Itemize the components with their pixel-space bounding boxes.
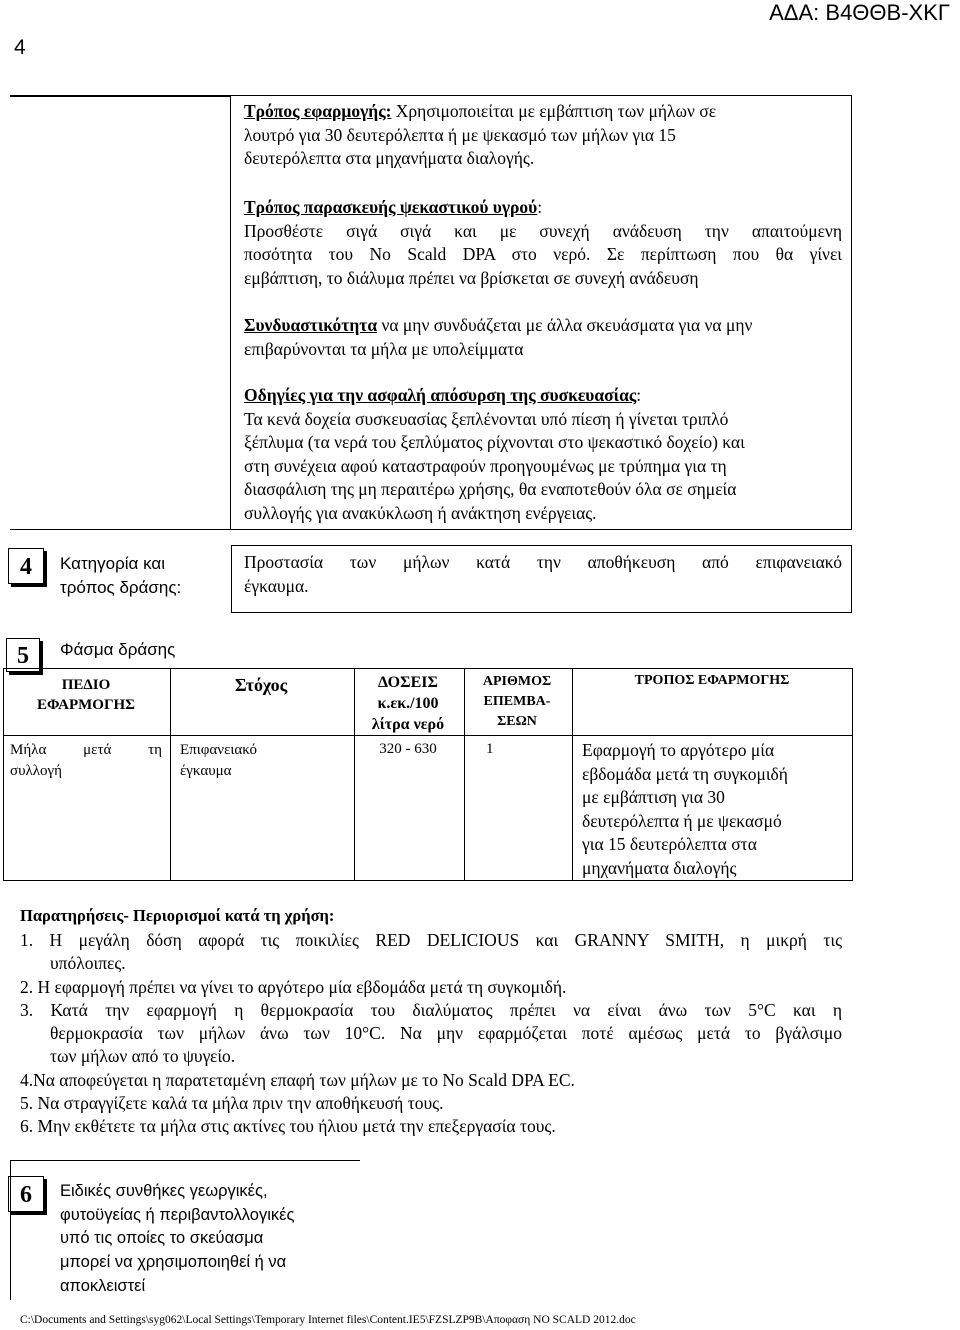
header-target: Στόχος <box>234 675 288 695</box>
row-doses: 320 - 630 <box>379 741 437 757</box>
col-divider-1 <box>170 669 171 880</box>
disposal-label: Οδηγίες για την ασφαλή απόσυρση της συσκευασίας <box>244 385 637 405</box>
remark-item-3: 3. Κατά την εφαρμογή η θερμοκρασία του διαλύματος πρέπει να είναι άνω των 5°C και η θερμοκρασία των μήλων άνω των 10°C. Να μην εφαρμόζεται ποτέ αμέσως μετά το βγάλσιμο των μήλων από το ψυγείο. <box>20 999 842 1067</box>
remark-item-1: 1. Η μεγάλη δόση αφορά τις ποικιλίες RED DELICIOUS και GRANNY SMITH, η μικρή τις υπόλοιπες. <box>20 930 842 974</box>
page-number: 4 <box>14 36 26 59</box>
row-divider <box>4 735 852 736</box>
top-divider <box>10 96 230 97</box>
header-count: ΑΡΙΘΜΟΣ ΕΠΕΜΒΑ- ΣΕΩΝ <box>482 674 552 729</box>
disposal-block: Οδηγίες για την ασφαλή απόσυρση της συσκευασίας: Τα κενά δοχεία συσκευασίας ξεπλένονται υπό πίεση ή γίνεται τριπλό ξέπλυμα (τα νερά του ξεπλύματος ρίχνονται στο ψεκαστικό δοχείο) και στη συνέχεια αφού καταστραφούν προηγουμένως με τρύπημα για τη διασφάλιση της μη περαιτέρω χρήσης, θα εναποτεθούν όλα σε σημεία συλλογής για ανακύκλωση ή ανάκτηση ενέργειας. <box>244 385 745 523</box>
section-6-number: 6 <box>8 1176 44 1212</box>
section-4-label: Κατηγορία και τρόπος δράσης: <box>60 554 182 597</box>
application-method: Τρόπος εφαρμογής: Χρησιμοποιείται με εμβάπτιση των μήλων σε λουτρό για 30 δευτερόλεπτα ή με ψεκασμό των μήλων για 15 δευτερόλεπτα στα μηχανήματα διαλογής. <box>244 101 717 168</box>
remark-item-5: 5. Να στραγγίζετε καλά τα μήλα πριν την αποθήκευσή τους. <box>20 1093 444 1114</box>
row-target: Επιφανειακό έγκαυμα <box>180 742 257 779</box>
ada-code: ΑΔΑ: Β4ΘΘΒ-ΧΚΓ <box>769 0 950 25</box>
compat-block: Συνδυαστικότητα να μην συνδυάζεται με άλλα σκευάσματα για να μην επιβαρύνονται τα μήλα με υπολείμματα <box>244 315 753 359</box>
remark-item-6: 6. Μην εκθέτετε τα μήλα στις ακτίνες του ήλιου μετά την επεξεργασία τους. <box>20 1116 556 1137</box>
continued-left-rule <box>230 95 231 530</box>
prep-label: Τρόπος παρασκευής ψεκαστικού υγρού <box>244 197 538 217</box>
col-divider-4 <box>572 669 573 880</box>
application-method-label: Τρόπος εφαρμογής: <box>244 101 392 121</box>
row-field: Μήλα μετά τη συλλογή <box>10 742 162 779</box>
section-4-number: 4 <box>8 548 44 584</box>
row-count: 1 <box>486 741 494 757</box>
remark-item-4: 4.Να αποφεύγεται η παρατεταμένη επαφή των μήλων με το No Scald DPA EC. <box>20 1069 575 1090</box>
header-method: ΤΡΟΠΟΣ ΕΦΑΡΜΟΓΗΣ <box>634 673 790 688</box>
section-6-label: Ειδικές συνθήκες γεωργικές, φυτοϋγείας ή περιβαντολλογικές υπό τις οποίες το σκεύασμα μπορεί να χρησιμοποιηθεί ή να αποκλειστεί <box>60 1182 295 1295</box>
header-doses: ΔΟΣΕΙΣ κ.εκ./100 λίτρα νερό <box>371 674 445 733</box>
compat-label: Συνδυαστικότητα <box>244 315 378 335</box>
footer-file-path: C:\Documents and Settings\syg062\Local Settings\Temporary Internet files\Content.IE5\FZSLZP9B\Αποφαση NO SCALD 2012.doc <box>20 1314 636 1326</box>
section-5-number: 5 <box>6 638 40 672</box>
section-4-value: Προστασία των μήλων κατά την αποθήκευση από επιφανειακό έγκαυμα. <box>244 552 842 596</box>
row-method: Εφαρμογή το αργότερο μία εβδομάδα μετά τη συγκομιδή με εμβάπτιση για 30 δευτερόλεπτα ή με ψεκασμό για 15 δευτερόλεπτα στα μηχανήματα διαλογής <box>582 740 788 878</box>
prep-block: Τρόπος παρασκευής ψεκαστικού υγρού: Προσθέστε σιγά σιγά και με συνεχή ανάδευση την απαιτούμενη ποσότητα του No Scald DPA στο νερό. Σε περίπτωση που θα γίνει εμβάπτιση, το διάλυμα πρέπει να βρίσκεται σε συνεχή ανάδευση <box>244 197 842 288</box>
section-5-label: Φάσμα δράσης <box>60 640 176 659</box>
header-field: ΠΕΔΙΟ ΕΦΑΡΜΟΓΗΣ <box>37 677 135 713</box>
remarks-title: Παρατηρήσεις- Περιορισμοί κατά τη χρήση: <box>20 906 335 925</box>
remark-item-2: 2. Η εφαρμογή πρέπει να γίνει το αργότερο μία εβδομάδα μετά τη συγκομιδή. <box>20 976 567 997</box>
remarks-list <box>20 929 842 1139</box>
